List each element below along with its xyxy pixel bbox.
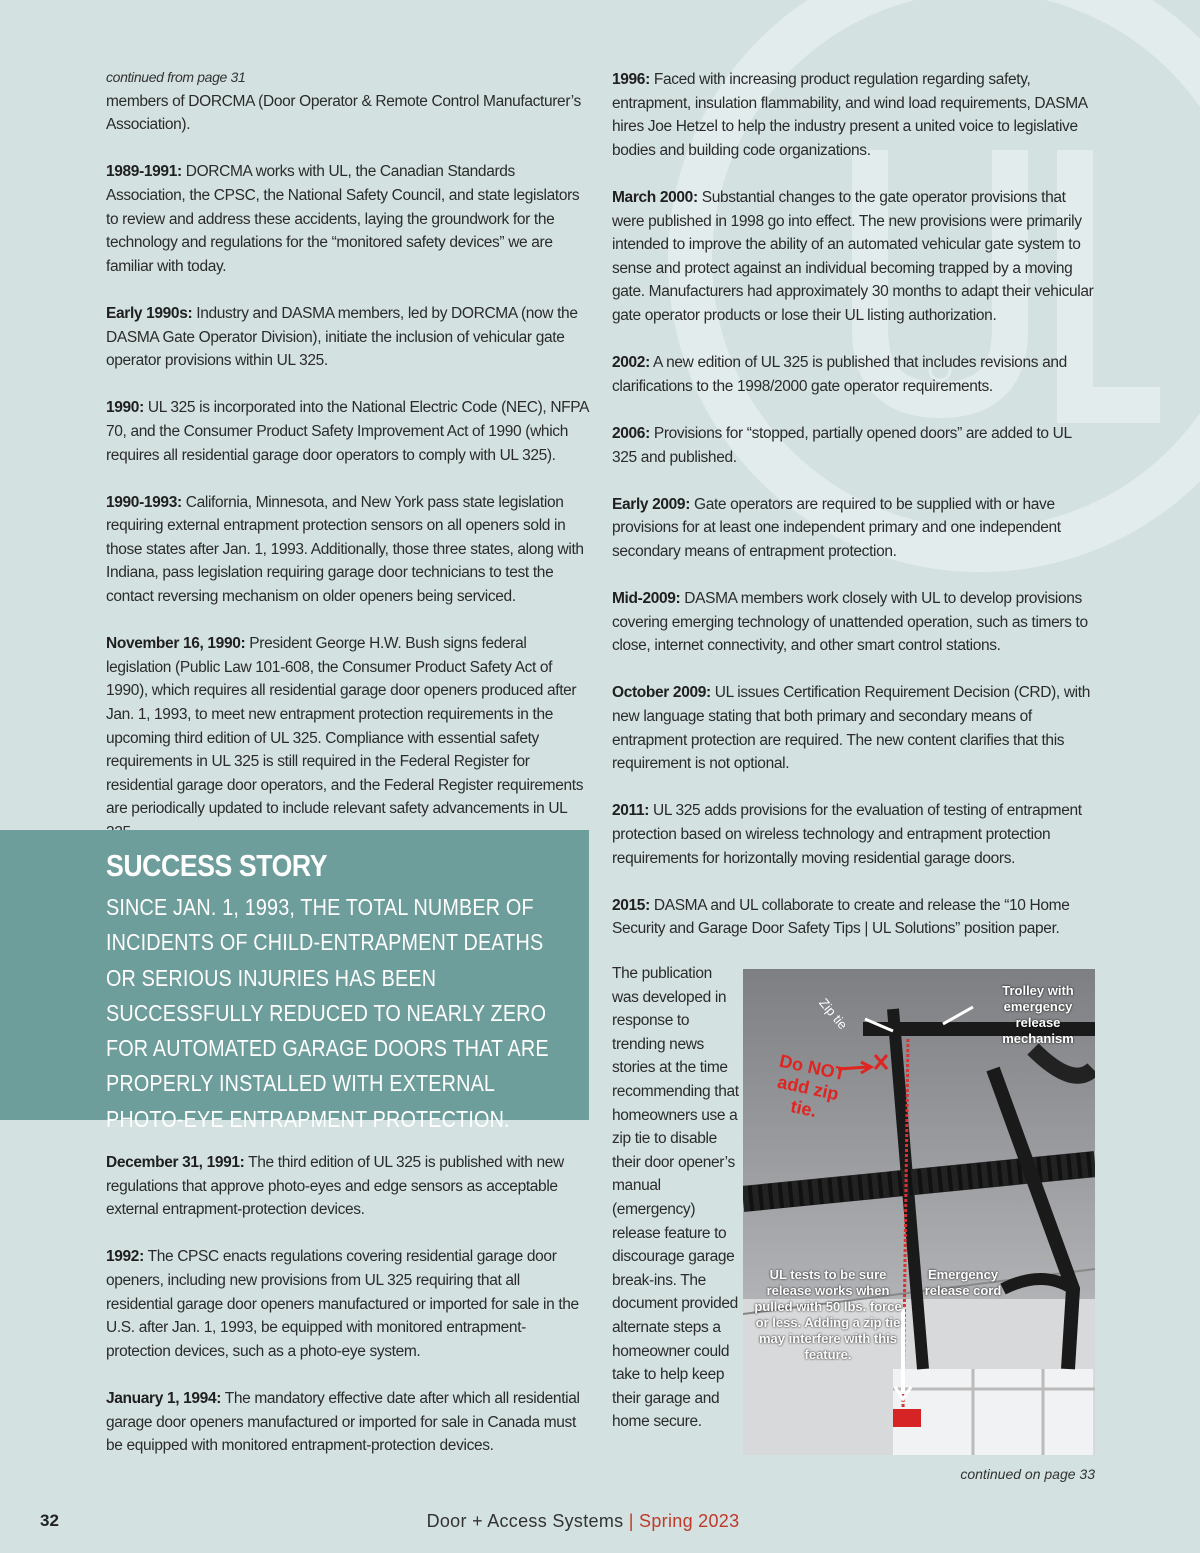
entry-text: DORCMA works with UL, the Canadian Standards Association, the CPSC, the National Safety Council, and state legislators to review and address these accidents, laying the groundwork for the technology and regulations for the “monitored safety devices” we are familiar with today. (106, 163, 580, 275)
entry-date: 1989-1991: (106, 163, 182, 181)
right-column (612, 68, 1096, 941)
entry-text: Gate operators are required to be supplied with or have provisions for at least one independent primary and one independent secondary means of entrapment protection. (612, 495, 1061, 560)
timeline-entry (106, 632, 590, 844)
entry-date: October 2009: (612, 684, 711, 702)
do-not-add-zip-tie-warning: Do NOT add zip tie. (775, 1050, 848, 1122)
trolley-label: Trolley with emergency release mechanism (1002, 983, 1074, 1046)
timeline-entry (106, 160, 590, 278)
intro-paragraph: members of DORCMA (Door Operator & Remote Control Manufacturer’s Association). (106, 92, 581, 134)
entry-date: 1990: (106, 399, 144, 417)
entry-text: DASMA and UL collaborate to create and release the “10 Home Security and Garage Door Safety Tips | UL Solutions” position paper. (612, 896, 1070, 938)
callout-body: SINCE JAN. 1, 1993, THE TOTAL NUMBER OF INCIDENTS OF CHILD-ENTRAPMENT DEATHS OR SERIOUS INJURIES HAS BEEN SUCCESSFULLY REDUCED TO NEARLY ZERO FOR AUTOMATED GARAGE DOORS THAT ARE PROPERLY INSTALLED WITH EXTERNAL PHOTO-EYE ENTRAPMENT PROTECTION. (106, 894, 549, 1132)
page-number: 32 (40, 1511, 59, 1530)
publication-paragraph: The publication was developed in response to trending news stories at the time recommending that homeowners use a zip tie to disable their door opener’s manual (emergency) release feature to discourage garage break-ins. The document provided alternate steps a homeowner could take to help keep their garage and home secure. (612, 965, 739, 1431)
entry-text: The mandatory effective date after which all residential garage door openers manufactured or imported for sale in Canada must be equipped with monitored entrapment-protection devices. (106, 1389, 580, 1455)
timeline-entry (612, 422, 1096, 469)
entry-date: 1990-1993: (106, 493, 182, 511)
issue-label: Spring 2023 (639, 1511, 740, 1531)
entry-text: DASMA members work closely with UL to develop provisions covering emerging technology of unattended operation, such as timers to close, internet connectivity, and other smart control stations. (612, 590, 1088, 655)
timeline-entry (612, 894, 1096, 941)
entry-date: Early 1990s: (106, 304, 193, 322)
zip-tie-label: Zip tie (816, 995, 851, 1033)
entry-text: California, Minnesota, and New York pass state legislation requiring external entrapment protection sensors on all openers sold in those states after Jan. 1, 1993. Additionally, those three states, along with Indiana, pass legislation requiring garage door technicians to test the contact reversing mechanism on older openers being serviced. (106, 493, 584, 606)
callout-heading: SUCCESS STORY (106, 848, 328, 883)
entry-text: Faced with increasing product regulation regarding safety, entrapment, insulation flammability, and wind load requirements, DASMA hires Joe Hetzel to help the industry present a united voice to legislative bodies and building code organizations. (612, 71, 1087, 159)
entry-date: March 2000: (612, 188, 698, 206)
timeline-entry (106, 1245, 590, 1363)
footer-separator: | (628, 1511, 634, 1531)
timeline-entry (612, 186, 1096, 328)
success-story-callout (0, 830, 589, 1132)
timeline-entry (106, 491, 590, 609)
entry-date: 2015: (612, 896, 650, 914)
timeline-entry (612, 799, 1096, 870)
continued-from-note: continued from page 31 (106, 69, 246, 85)
timeline-entry (612, 351, 1096, 398)
entry-text: The third edition of UL 325 is published with new regulations that approve photo-eyes and edge sensors as acceptable external entrapment-protection devices. (106, 1154, 564, 1219)
entry-date: Early 2009: (612, 495, 691, 513)
timeline-entry (106, 396, 590, 467)
entry-date: 1992: (106, 1248, 144, 1266)
entry-text: President George H.W. Bush signs federal legislation (Public Law 101-608, the Consumer Product Safety Act of 1990), which requires all residential garage door openers produced after Jan. 1, 1993, to meet new entrapment protection requirements in the upcoming third edition of UL 325. Compliance with essential safety requirements in UL 325 is still required in the Federal Register for residential garage door operators, and the Federal Register requirements are periodically updated to include relevant safety advancements in UL (106, 635, 584, 818)
garage-opener-photo (743, 969, 1095, 1455)
left-column (106, 66, 590, 868)
timeline-entry (612, 681, 1096, 775)
timeline-entry (106, 1387, 590, 1458)
entry-date: 2011: (612, 802, 650, 820)
entry-date: 2002: (612, 354, 650, 372)
entry-text: UL 325 is incorporated into the National Electric Code (NEC), NFPA 70, and the Consumer Product Safety Improvement Act of 1990 (which requires all residential garage door operators to comply with UL 325). (106, 399, 589, 464)
entry-text: The CPSC enacts regulations covering residential garage door openers, including new provisions from UL 325 requiring that all residential garage door openers manufactured or imported for sale in the U.S. after Jan. 1, 1993, be equipped with monitored entrapment-protection devices, such as a photo-eye system. (106, 1248, 579, 1360)
entry-text: Substantial changes to the gate operator provisions that were published in 1998 go into effect. The new provisions were primarily intended to improve the ability of an automated vehicular gate system to sense and protect against an individual becoming trapped by a moving gate. Manufacturers had approximately 30 months to adapt their vehicular gate operator products or lose their UL listing authorization. (612, 188, 1094, 324)
entry-date: December 31, 1991: (106, 1154, 245, 1171)
entry-text: UL 325 adds provisions for the evaluation of testing of entrapment protection based on wireless technology and entrapment protection requirements for horizontally moving residential garage doors. (612, 802, 1082, 867)
emergency-cord-label: Emergency release cord (924, 1267, 1002, 1298)
publication-footer (0, 1511, 1166, 1532)
continued-on-note: continued on page 33 (960, 1466, 1095, 1482)
timeline-entry (106, 302, 590, 373)
entry-date: November 16, 1990: (106, 635, 246, 653)
entry-date: January 1, 1994: (106, 1389, 222, 1407)
timeline-entry (106, 1151, 590, 1222)
entry-date: 2006: (612, 424, 650, 442)
timeline-entry (612, 493, 1096, 564)
entry-text: Provisions for “stopped, partially opened doors” are added to UL 325 and published. (612, 424, 1072, 466)
ul-tests-label: UL tests to be sure release works when pulled with 50 lbs. force or less. Adding a zip tie may interfere with this feature. (754, 1267, 902, 1362)
timeline-entry (612, 587, 1096, 658)
entry-text: A new edition of UL 325 is published that includes revisions and clarifications to the 1998/2000 gate operator requirements. (612, 354, 1067, 395)
left-column-continued (106, 1151, 590, 1481)
timeline-entry (612, 68, 1096, 162)
entry-text: Industry and DASMA members, led by DORCMA (now the DASMA Gate Operator Division), initiate the inclusion of vehicular gate operator provisions within UL 325. (106, 304, 578, 370)
publication-name: Door + Access Systems (426, 1511, 624, 1531)
entry-text: UL issues Certification Requirement Decision (CRD), with new language stating that both primary and secondary means of entrapment protection are required. The new content clarifies that this requirement is not optional. (612, 684, 1090, 773)
entry-date: 1996: (612, 71, 650, 88)
entry-date: Mid-2009: (612, 590, 681, 608)
